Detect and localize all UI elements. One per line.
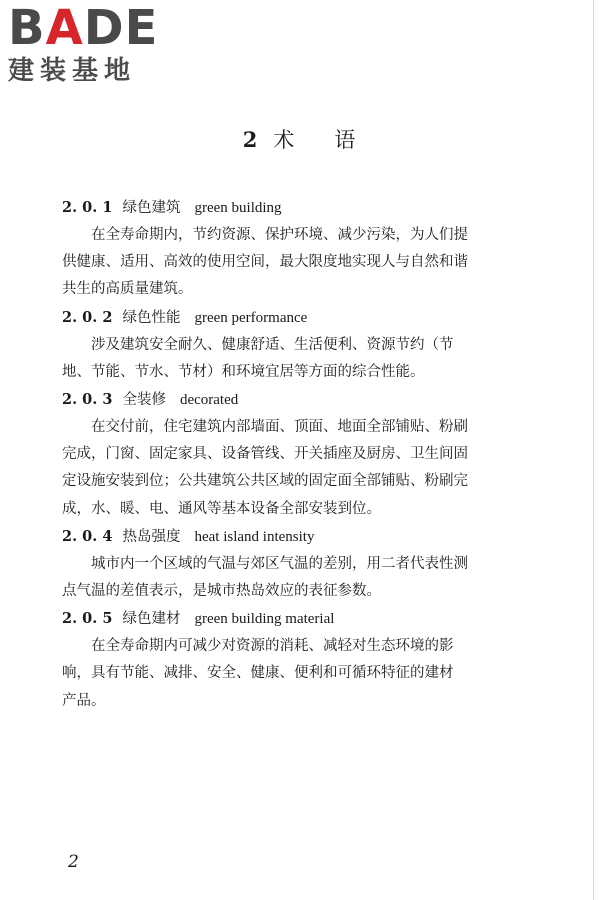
term-heading xyxy=(62,304,532,332)
chapter-title-char-1: 术 xyxy=(273,128,297,152)
page-number: 2 xyxy=(68,852,79,872)
term-chinese: 全装修 xyxy=(122,392,166,409)
definition-line: 共生的高质量建筑。 xyxy=(62,281,193,298)
term-english: green performance xyxy=(194,309,308,326)
term-code: 2. 0. 3 xyxy=(62,391,113,409)
term-definition xyxy=(62,222,532,304)
term-heading xyxy=(62,194,532,222)
term-english: green building xyxy=(194,200,282,216)
term-code: 2. 0. 4 xyxy=(62,527,113,545)
definition-line: 成，水、暖、电、通风等基本设备全部安装到位。 xyxy=(62,500,381,517)
definition-line: 供健康、适用、高效的使用空间，最大限度地实现人与自然和谐 xyxy=(62,254,468,271)
term-entry-2-0-4 xyxy=(62,523,532,605)
term-chinese: 绿色建筑 xyxy=(122,200,181,216)
term-entry-2-0-3 xyxy=(62,386,532,523)
term-heading xyxy=(62,605,532,633)
definition-line: 城市内一个区域的气温与郊区气温的差别，用二者代表性测 xyxy=(91,555,468,572)
term-entry-2-0-2 xyxy=(62,304,532,386)
term-heading xyxy=(62,386,532,414)
term-chinese: 绿色性能 xyxy=(122,309,181,326)
definition-line: 点气温的差值表示，是城市热岛效应的表征参数。 xyxy=(62,583,381,600)
definition-line: 在全寿命期内，节约资源、保护环境、减少污染，为人们提 xyxy=(91,227,468,243)
definition-line: 定设施安装到位；公共建筑公共区域的固定面全部铺贴、粉刷完 xyxy=(62,473,468,490)
definition-line: 完成，门窗、固定家具、设备管线、开关插座及厨房、卫生间固 xyxy=(62,446,468,463)
chapter-title-char-2: 语 xyxy=(334,128,358,152)
definition-line: 响，具有节能、减排、安全、健康、便利和可循环特征的建材 xyxy=(62,665,454,682)
term-english: heat island intensity xyxy=(194,528,315,545)
term-code: 2. 0. 1 xyxy=(62,199,113,216)
term-definition xyxy=(62,551,532,605)
term-english: decorated xyxy=(179,392,239,409)
logo-subtitle: 建装基地 xyxy=(8,56,137,86)
definition-line: 在交付前，住宅建筑内部墙面、顶面、地面全部铺贴、粉刷 xyxy=(91,419,468,436)
definition-line: 地、节能、节水、节材）和环境宜居等方面的综合性能。 xyxy=(62,363,425,380)
term-chinese: 热岛强度 xyxy=(122,528,181,545)
term-entry-2-0-5 xyxy=(62,605,532,715)
bade-logo xyxy=(8,0,178,88)
logo-letters-1: B xyxy=(8,0,46,56)
term-heading xyxy=(62,523,532,551)
logo-letters-2: DE xyxy=(83,0,159,56)
terms-section xyxy=(62,194,532,715)
definition-line: 在全寿命期内可减少对资源的消耗、减轻对生态环境的影 xyxy=(91,638,454,655)
term-definition xyxy=(62,633,532,715)
chapter-heading xyxy=(0,124,600,154)
definition-line: 产品。 xyxy=(62,692,106,709)
term-english: green building material xyxy=(194,611,335,628)
term-definition xyxy=(62,332,532,386)
term-code: 2. 0. 2 xyxy=(62,308,113,326)
logo-wordmark xyxy=(8,0,178,56)
logo-letter-accent: A xyxy=(45,0,84,56)
term-definition xyxy=(62,414,532,523)
term-chinese: 绿色建材 xyxy=(122,611,181,628)
term-code: 2. 0. 5 xyxy=(62,610,113,628)
term-entry-2-0-1 xyxy=(62,194,532,304)
definition-line: 涉及建筑安全耐久、健康舒适、生活便利、资源节约（节 xyxy=(91,336,454,353)
chapter-number: 2 xyxy=(242,127,260,152)
